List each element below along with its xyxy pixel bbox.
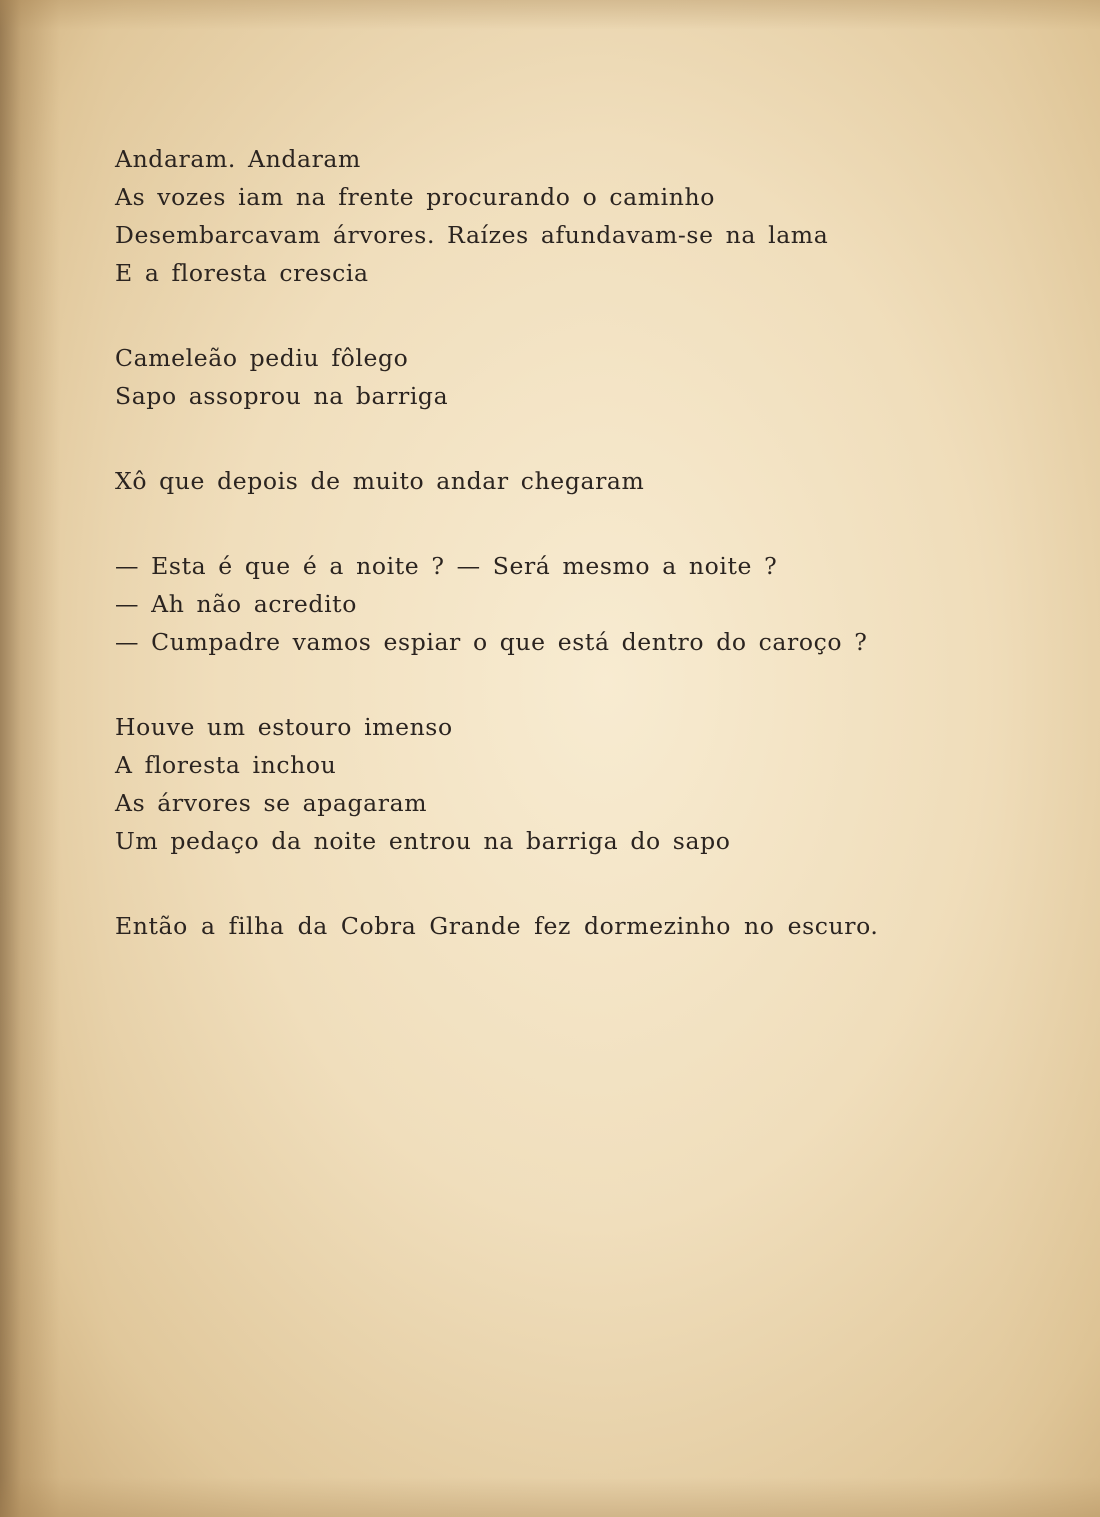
poem-line: Um pedaço da noite entrou na barriga do sapo [115,827,731,855]
poem-line: A floresta inchou [115,751,337,779]
poem-line: E a floresta crescia [115,259,369,287]
spine-shadow [0,0,60,1517]
poem-line: Cameleão pediu fôlego [115,344,409,372]
stanza-1 [115,140,1015,292]
poem-line: Andaram. Andaram [115,145,361,173]
poem-line: — Ah não acredito [115,590,357,618]
poem-line: — Esta é que é a noite ? — Será mesmo a noite ? [115,552,778,580]
stanza-4 [115,547,1015,661]
stanza-2 [115,339,1015,415]
poem-text [115,140,1015,992]
stanza-5 [115,708,1015,860]
poem-line: Então a filha da Cobra Grande fez dormezinho no escuro. [115,912,879,940]
poem-line: As árvores se apagaram [115,789,428,817]
stanza-6 [115,907,1015,945]
poem-line: As vozes iam na frente procurando o caminho [115,183,716,211]
poem-line: Houve um estouro imenso [115,713,453,741]
poem-line: Sapo assoprou na barriga [115,382,449,410]
poem-line: — Cumpadre vamos espiar o que está dentro do caroço ? [115,628,868,656]
page-bottom-edge [0,1477,1100,1517]
poem-line: Desembarcavam árvores. Raízes afundavam-se na lama [115,221,829,249]
page-top-edge [0,0,1100,30]
poem-line: Xô que depois de muito andar chegaram [115,467,645,495]
stanza-3 [115,462,1015,500]
